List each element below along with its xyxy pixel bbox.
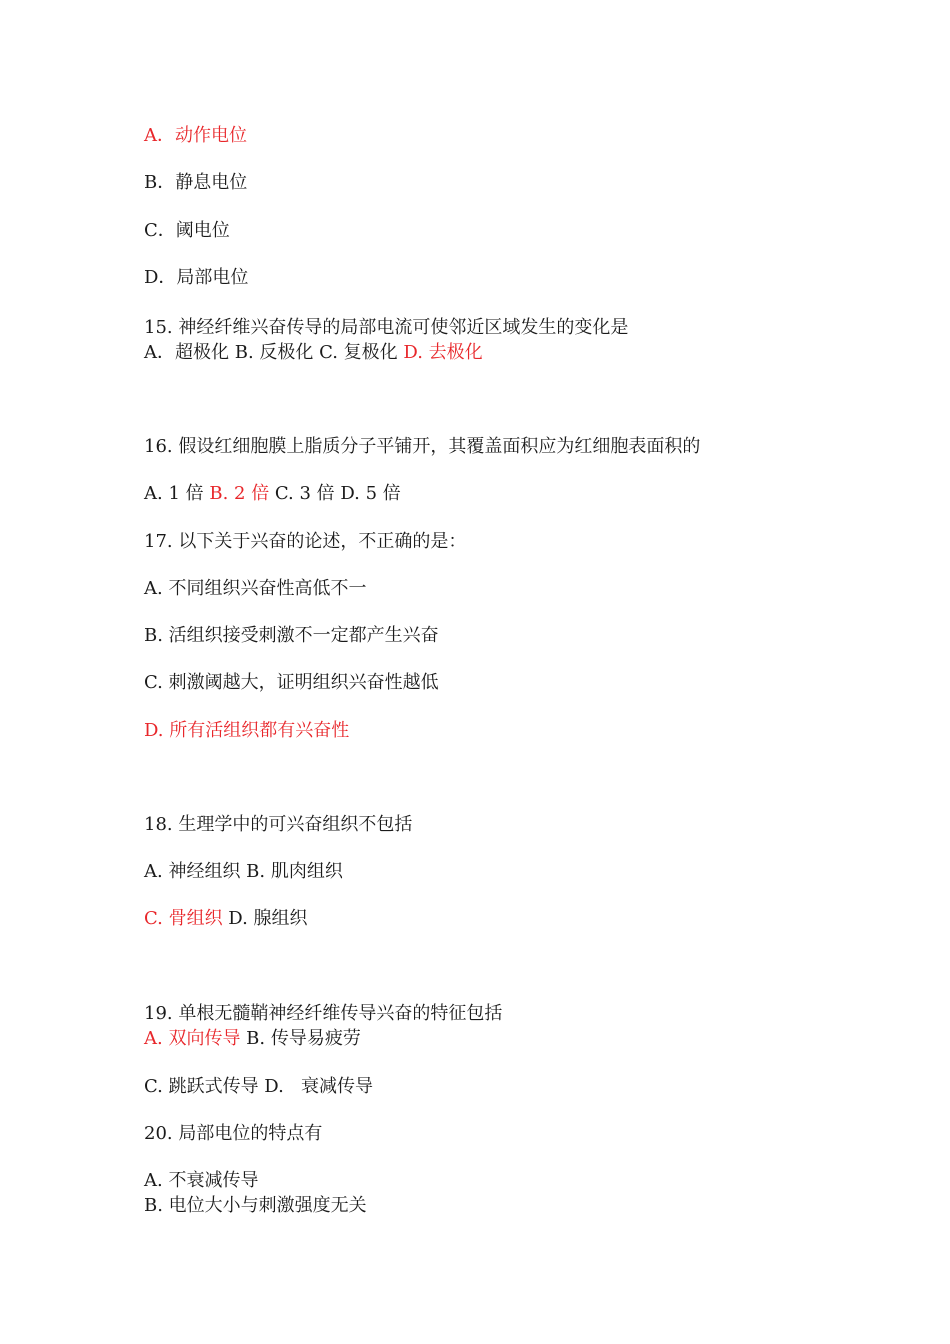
q19-options-cd: C. 跳跃式传导 D. 衰减传导: [144, 1076, 373, 1097]
q19-options-ab: [144, 1027, 361, 1051]
q19-question: 19. 单根无髓鞘神经纤维传导兴奋的特征包括: [144, 1003, 503, 1024]
q14-option-a-correct: A．动作电位: [144, 125, 247, 146]
q18-option-d: D. 腺组织: [228, 908, 308, 929]
q18-question: 18. 生理学中的可兴奋组织不包括: [144, 814, 413, 835]
q14-option-d: D．局部电位: [144, 267, 249, 288]
q14-option-c: C．阈电位: [144, 220, 230, 241]
q14-option-b: B．静息电位: [144, 172, 248, 193]
q17-option-d-correct: D. 所有活组织都有兴奋性: [144, 720, 350, 741]
q19-option-a-correct: A. 双向传导: [144, 1028, 247, 1049]
q15-options: [144, 341, 483, 365]
q18-options-cd: [144, 907, 308, 931]
q16-options: [144, 482, 401, 506]
q16-question: 16. 假设红细胞膜上脂质分子平铺开，其覆盖面积应为红细胞表面积的: [144, 436, 701, 457]
q18-options-ab: A. 神经组织 B. 肌肉组织: [144, 861, 343, 882]
q20-question: 20. 局部电位的特点有: [144, 1123, 323, 1144]
q18-option-c-correct: C. 骨组织: [144, 908, 229, 929]
q15-option-d-correct: D. 去极化: [403, 342, 483, 363]
q15-question: 15. 神经纤维兴奋传导的局部电流可使邻近区域发生的变化是: [144, 317, 629, 338]
q16-option-b-correct: B. 2 倍: [209, 483, 275, 504]
q17-option-b: B. 活组织接受刺激不一定都产生兴奋: [144, 625, 439, 646]
q20-option-b: B. 电位大小与刺激强度无关: [144, 1195, 367, 1216]
q16-options-cd: C. 3 倍 D. 5 倍: [274, 483, 401, 504]
q17-question: 17. 以下关于兴奋的论述，不正确的是：: [144, 531, 467, 552]
q17-option-a: A. 不同组织兴奋性高低不一: [144, 578, 367, 599]
q20-option-a: A. 不衰减传导: [144, 1170, 259, 1191]
q17-option-c: C. 刺激阈越大，证明组织兴奋性越低: [144, 672, 439, 693]
q16-option-a: A. 1 倍: [144, 483, 210, 504]
q19-option-b: B. 传导易疲劳: [246, 1028, 361, 1049]
q15-options-abc: A．超极化 B. 反极化 C. 复极化: [144, 342, 404, 363]
